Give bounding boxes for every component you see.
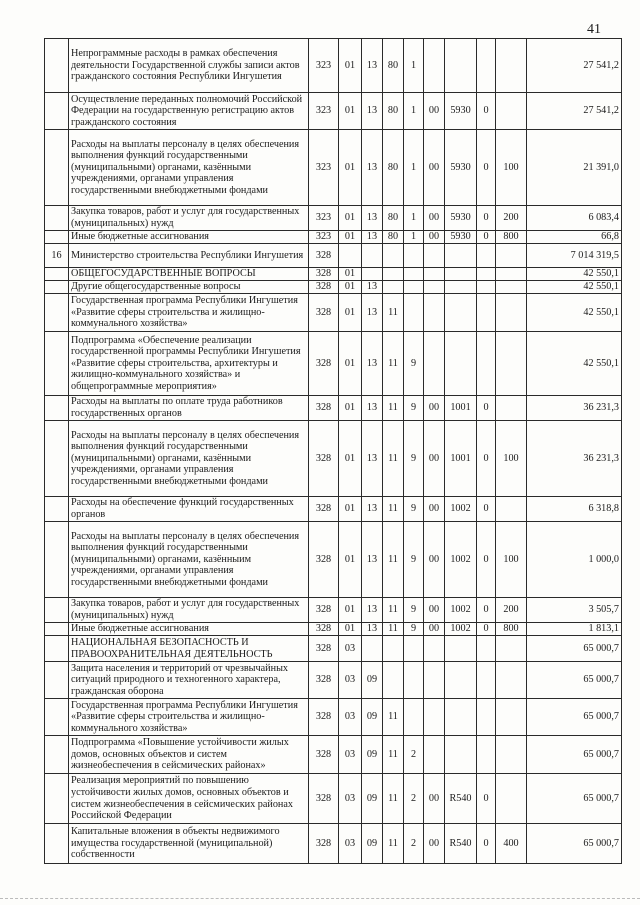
extra-code-cell: 0 [477, 598, 496, 623]
section-code-cell: 01 [339, 268, 362, 281]
subsection-code-cell [362, 268, 383, 281]
extra-code-cell [477, 294, 496, 332]
amount-cell: 66,8 [527, 231, 622, 244]
direction-code-cell [445, 332, 477, 396]
table-row [45, 421, 622, 497]
ministry-code-cell: 328 [309, 522, 339, 598]
amount-cell: 6 318,8 [527, 497, 622, 522]
subprogram-code-cell: 1 [404, 206, 424, 231]
ministry-code-cell: 328 [309, 421, 339, 497]
expense-type-code-cell [496, 699, 527, 736]
row-number-cell: 16 [45, 244, 69, 268]
table-row [45, 294, 622, 332]
subsection-code-cell: 13 [362, 623, 383, 636]
direction-code-cell: 1001 [445, 421, 477, 497]
extra-code-cell: 0 [477, 623, 496, 636]
amount-cell: 65 000,7 [527, 699, 622, 736]
row-number-cell [45, 774, 69, 824]
activity-code-cell: 00 [424, 497, 445, 522]
row-number-cell [45, 332, 69, 396]
ministry-code-cell: 328 [309, 662, 339, 699]
row-number-cell [45, 396, 69, 421]
expense-type-code-cell [496, 268, 527, 281]
subprogram-code-cell: 1 [404, 39, 424, 93]
subsection-code-cell: 13 [362, 231, 383, 244]
expense-type-code-cell [496, 396, 527, 421]
activity-code-cell: 00 [424, 824, 445, 864]
table-row [45, 332, 622, 396]
table-row [45, 396, 622, 421]
subprogram-code-cell [404, 294, 424, 332]
activity-code-cell: 00 [424, 623, 445, 636]
direction-code-cell [445, 268, 477, 281]
subprogram-code-cell [404, 662, 424, 699]
subprogram-code-cell [404, 281, 424, 294]
table-row [45, 699, 622, 736]
subsection-code-cell: 09 [362, 736, 383, 774]
section-code-cell: 01 [339, 281, 362, 294]
ministry-code-cell: 328 [309, 294, 339, 332]
subsection-code-cell: 09 [362, 699, 383, 736]
ministry-code-cell: 328 [309, 623, 339, 636]
activity-code-cell [424, 332, 445, 396]
program-code-cell: 11 [383, 396, 404, 421]
extra-code-cell [477, 244, 496, 268]
section-code-cell: 01 [339, 497, 362, 522]
subprogram-code-cell [404, 268, 424, 281]
direction-code-cell [445, 736, 477, 774]
amount-cell: 7 014 319,5 [527, 244, 622, 268]
activity-code-cell: 00 [424, 774, 445, 824]
subprogram-code-cell: 9 [404, 497, 424, 522]
ministry-code-cell: 328 [309, 396, 339, 421]
amount-cell: 42 550,1 [527, 332, 622, 396]
ministry-code-cell: 323 [309, 39, 339, 93]
row-number-cell [45, 294, 69, 332]
amount-cell: 1 813,1 [527, 623, 622, 636]
row-number-cell [45, 130, 69, 206]
table-row [45, 736, 622, 774]
extra-code-cell: 0 [477, 130, 496, 206]
amount-cell: 36 231,3 [527, 421, 622, 497]
subsection-code-cell: 13 [362, 522, 383, 598]
section-code-cell: 01 [339, 93, 362, 130]
ministry-code-cell: 328 [309, 598, 339, 623]
ministry-code-cell: 328 [309, 281, 339, 294]
program-code-cell: 11 [383, 497, 404, 522]
activity-code-cell: 00 [424, 130, 445, 206]
activity-code-cell [424, 281, 445, 294]
ministry-code-cell: 323 [309, 93, 339, 130]
activity-code-cell: 00 [424, 522, 445, 598]
program-code-cell: 80 [383, 206, 404, 231]
row-number-cell [45, 93, 69, 130]
expense-name-cell: НАЦИОНАЛЬНАЯ БЕЗОПАСНОСТЬ И ПРАВООХРАНИТЕЛЬНАЯ ДЕЯТЕЛЬНОСТЬ [69, 636, 309, 662]
section-code-cell: 01 [339, 130, 362, 206]
expense-name-cell: Иные бюджетные ассигнования [69, 623, 309, 636]
expense-type-code-cell: 100 [496, 130, 527, 206]
table-row [45, 774, 622, 824]
section-code-cell: 01 [339, 294, 362, 332]
ministry-code-cell: 323 [309, 231, 339, 244]
subprogram-code-cell [404, 699, 424, 736]
program-code-cell: 11 [383, 623, 404, 636]
table-row [45, 268, 622, 281]
extra-code-cell: 0 [477, 497, 496, 522]
ministry-code-cell: 328 [309, 497, 339, 522]
amount-cell: 42 550,1 [527, 281, 622, 294]
program-code-cell: 11 [383, 522, 404, 598]
subprogram-code-cell: 9 [404, 421, 424, 497]
amount-cell: 27 541,2 [527, 39, 622, 93]
expense-type-code-cell: 200 [496, 598, 527, 623]
section-code-cell: 01 [339, 39, 362, 93]
expense-name-cell: Закупка товаров, работ и услуг для государственных (муниципальных) нужд [69, 598, 309, 623]
expense-type-code-cell: 800 [496, 623, 527, 636]
subprogram-code-cell [404, 636, 424, 662]
ministry-code-cell: 328 [309, 244, 339, 268]
section-code-cell [339, 244, 362, 268]
table-row [45, 662, 622, 699]
row-number-cell [45, 522, 69, 598]
extra-code-cell: 0 [477, 824, 496, 864]
expense-name-cell: Государственная программа Республики Ингушетия «Развитие сферы строительства и жилищно-коммунального хозяйства» [69, 294, 309, 332]
direction-code-cell: 5930 [445, 231, 477, 244]
ministry-code-cell: 328 [309, 636, 339, 662]
section-code-cell: 01 [339, 522, 362, 598]
expense-name-cell: Реализация мероприятий по повышению устойчивости жилых домов, основных объектов и систем жизнеобеспечения в сейсмических районах Российской Федерации [69, 774, 309, 824]
extra-code-cell: 0 [477, 396, 496, 421]
row-number-cell [45, 824, 69, 864]
row-number-cell [45, 497, 69, 522]
table-row [45, 824, 622, 864]
direction-code-cell: 5930 [445, 93, 477, 130]
program-code-cell: 80 [383, 130, 404, 206]
section-code-cell: 03 [339, 636, 362, 662]
table-row [45, 636, 622, 662]
amount-cell: 65 000,7 [527, 774, 622, 824]
section-code-cell: 01 [339, 623, 362, 636]
activity-code-cell: 00 [424, 93, 445, 130]
expense-name-cell: Министерство строительства Республики Ингушетия [69, 244, 309, 268]
amount-cell: 42 550,1 [527, 268, 622, 281]
ministry-code-cell: 328 [309, 736, 339, 774]
expense-name-cell: Осуществление переданных полномочий Российской Федерации на государственную регистрацию актов гражданского состояния [69, 93, 309, 130]
extra-code-cell [477, 636, 496, 662]
row-number-cell [45, 598, 69, 623]
amount-cell: 36 231,3 [527, 396, 622, 421]
extra-code-cell: 0 [477, 206, 496, 231]
extra-code-cell: 0 [477, 774, 496, 824]
direction-code-cell [445, 636, 477, 662]
program-code-cell: 11 [383, 736, 404, 774]
expense-type-code-cell [496, 281, 527, 294]
subprogram-code-cell: 9 [404, 623, 424, 636]
activity-code-cell: 00 [424, 421, 445, 497]
expense-name-cell: Непрограммные расходы в рамках обеспечения деятельности Государственной службы записи актов гражданского состояния Республики Ингушетия [69, 39, 309, 93]
activity-code-cell [424, 39, 445, 93]
direction-code-cell: 1002 [445, 522, 477, 598]
direction-code-cell [445, 294, 477, 332]
table-row [45, 93, 622, 130]
section-code-cell: 03 [339, 699, 362, 736]
extra-code-cell [477, 39, 496, 93]
subsection-code-cell: 13 [362, 598, 383, 623]
table-row [45, 244, 622, 268]
amount-cell: 3 505,7 [527, 598, 622, 623]
program-code-cell: 11 [383, 421, 404, 497]
expense-type-code-cell [496, 332, 527, 396]
direction-code-cell: R540 [445, 774, 477, 824]
ministry-code-cell: 328 [309, 699, 339, 736]
activity-code-cell: 00 [424, 396, 445, 421]
subsection-code-cell: 13 [362, 281, 383, 294]
direction-code-cell: 5930 [445, 206, 477, 231]
program-code-cell: 11 [383, 332, 404, 396]
expense-type-code-cell [496, 497, 527, 522]
table-row [45, 623, 622, 636]
subsection-code-cell: 13 [362, 130, 383, 206]
program-code-cell: 80 [383, 39, 404, 93]
program-code-cell: 11 [383, 774, 404, 824]
program-code-cell: 11 [383, 699, 404, 736]
subsection-code-cell: 13 [362, 332, 383, 396]
activity-code-cell [424, 268, 445, 281]
activity-code-cell [424, 736, 445, 774]
program-code-cell [383, 268, 404, 281]
activity-code-cell: 00 [424, 231, 445, 244]
amount-cell: 27 541,2 [527, 93, 622, 130]
expense-name-cell: Расходы на выплаты персоналу в целях обеспечения выполнения функций государственными (муниципальными) органами, казённыим учреждениями, органами управления государственными внебюджетными фондами [69, 522, 309, 598]
direction-code-cell [445, 39, 477, 93]
subprogram-code-cell: 1 [404, 93, 424, 130]
program-code-cell [383, 244, 404, 268]
direction-code-cell [445, 281, 477, 294]
subprogram-code-cell: 9 [404, 396, 424, 421]
expense-type-code-cell [496, 39, 527, 93]
expense-name-cell: Закупка товаров, работ и услуг для государственных (муниципальных) нужд [69, 206, 309, 231]
table-row [45, 206, 622, 231]
table-row [45, 522, 622, 598]
direction-code-cell [445, 244, 477, 268]
subprogram-code-cell: 2 [404, 824, 424, 864]
subsection-code-cell [362, 244, 383, 268]
subprogram-code-cell: 9 [404, 522, 424, 598]
subsection-code-cell: 13 [362, 93, 383, 130]
expense-name-cell: Расходы на обеспечение функций государственных органов [69, 497, 309, 522]
amount-cell: 6 083,4 [527, 206, 622, 231]
row-number-cell [45, 268, 69, 281]
section-code-cell: 03 [339, 774, 362, 824]
program-code-cell: 80 [383, 231, 404, 244]
table-row [45, 281, 622, 294]
table-row [45, 39, 622, 93]
ministry-code-cell: 323 [309, 130, 339, 206]
extra-code-cell [477, 332, 496, 396]
direction-code-cell: 5930 [445, 130, 477, 206]
subsection-code-cell: 09 [362, 662, 383, 699]
section-code-cell: 01 [339, 598, 362, 623]
expense-type-code-cell: 400 [496, 824, 527, 864]
subprogram-code-cell [404, 244, 424, 268]
extra-code-cell: 0 [477, 421, 496, 497]
row-number-cell [45, 623, 69, 636]
subsection-code-cell: 13 [362, 497, 383, 522]
extra-code-cell [477, 281, 496, 294]
section-code-cell: 01 [339, 231, 362, 244]
table-body [45, 39, 622, 864]
expense-name-cell: Защита населения и территорий от чрезвычайных ситуаций природного и техногенного характера, гражданская оборона [69, 662, 309, 699]
amount-cell: 1 000,0 [527, 522, 622, 598]
subsection-code-cell: 09 [362, 824, 383, 864]
table-row [45, 598, 622, 623]
subprogram-code-cell: 9 [404, 598, 424, 623]
program-code-cell: 11 [383, 824, 404, 864]
expense-type-code-cell [496, 774, 527, 824]
activity-code-cell: 00 [424, 598, 445, 623]
ministry-code-cell: 328 [309, 824, 339, 864]
row-number-cell [45, 662, 69, 699]
table-row [45, 497, 622, 522]
amount-cell: 65 000,7 [527, 636, 622, 662]
subprogram-code-cell: 9 [404, 332, 424, 396]
amount-cell: 65 000,7 [527, 736, 622, 774]
expense-type-code-cell [496, 294, 527, 332]
expense-type-code-cell [496, 736, 527, 774]
row-number-cell [45, 281, 69, 294]
section-code-cell: 03 [339, 824, 362, 864]
subsection-code-cell [362, 636, 383, 662]
expense-name-cell: ОБЩЕГОСУДАРСТВЕННЫЕ ВОПРОСЫ [69, 268, 309, 281]
direction-code-cell: 1001 [445, 396, 477, 421]
program-code-cell [383, 636, 404, 662]
direction-code-cell: 1002 [445, 497, 477, 522]
subsection-code-cell: 09 [362, 774, 383, 824]
expense-type-code-cell: 100 [496, 421, 527, 497]
section-code-cell: 01 [339, 206, 362, 231]
direction-code-cell [445, 662, 477, 699]
row-number-cell [45, 636, 69, 662]
program-code-cell [383, 281, 404, 294]
program-code-cell [383, 662, 404, 699]
expense-name-cell: Подпрограмма «Обеспечение реализации государственной программы Республики Ингушетия «Развитие сферы строительства, архитектуры и жилищно-коммунального хозяйства» и общепрограммные мероприятия» [69, 332, 309, 396]
extra-code-cell: 0 [477, 93, 496, 130]
direction-code-cell: 1002 [445, 623, 477, 636]
ministry-code-cell: 328 [309, 332, 339, 396]
subsection-code-cell: 13 [362, 294, 383, 332]
activity-code-cell: 00 [424, 206, 445, 231]
row-number-cell [45, 421, 69, 497]
expense-type-code-cell [496, 662, 527, 699]
expense-name-cell: Иные бюджетные ассигнования [69, 231, 309, 244]
extra-code-cell [477, 268, 496, 281]
expense-type-code-cell [496, 244, 527, 268]
expense-type-code-cell: 800 [496, 231, 527, 244]
subprogram-code-cell: 2 [404, 736, 424, 774]
expense-name-cell: Подпрограмма «Повышение устойчивости жилых домов, основных объектов и систем жизнеобеспечения в сейсмических районах» [69, 736, 309, 774]
subsection-code-cell: 13 [362, 396, 383, 421]
direction-code-cell: R540 [445, 824, 477, 864]
program-code-cell: 11 [383, 598, 404, 623]
page-number: 41 [587, 22, 601, 37]
expense-type-code-cell: 200 [496, 206, 527, 231]
expense-name-cell: Государственная программа Республики Ингушетия «Развитие сферы строительства и жилищно-коммунального хозяйства» [69, 699, 309, 736]
expense-type-code-cell: 100 [496, 522, 527, 598]
table-row [45, 130, 622, 206]
section-code-cell: 01 [339, 421, 362, 497]
ministry-code-cell: 328 [309, 774, 339, 824]
budget-table [44, 38, 622, 864]
page-bottom-edge [0, 898, 640, 900]
subprogram-code-cell: 1 [404, 130, 424, 206]
subsection-code-cell: 13 [362, 421, 383, 497]
row-number-cell [45, 231, 69, 244]
expense-type-code-cell [496, 636, 527, 662]
section-code-cell: 01 [339, 396, 362, 421]
row-number-cell [45, 736, 69, 774]
ministry-code-cell: 328 [309, 268, 339, 281]
activity-code-cell [424, 636, 445, 662]
subprogram-code-cell: 1 [404, 231, 424, 244]
subprogram-code-cell: 2 [404, 774, 424, 824]
expense-name-cell: Расходы на выплаты персоналу в целях обеспечения выполнения функций государственными (муниципальными) органами, казёнными учреждениями, органами управления государственными внебюджетными фондами [69, 421, 309, 497]
section-code-cell: 03 [339, 662, 362, 699]
amount-cell: 65 000,7 [527, 662, 622, 699]
extra-code-cell [477, 699, 496, 736]
subsection-code-cell: 13 [362, 39, 383, 93]
extra-code-cell [477, 736, 496, 774]
activity-code-cell [424, 244, 445, 268]
subsection-code-cell: 13 [362, 206, 383, 231]
extra-code-cell [477, 662, 496, 699]
expense-type-code-cell [496, 93, 527, 130]
direction-code-cell: 1002 [445, 598, 477, 623]
expense-name-cell: Капитальные вложения в объекты недвижимого имущества государственной (муниципальной) собственности [69, 824, 309, 864]
section-code-cell: 01 [339, 332, 362, 396]
activity-code-cell [424, 294, 445, 332]
expense-name-cell: Расходы на выплаты по оплате труда работников государственных органов [69, 396, 309, 421]
extra-code-cell: 0 [477, 522, 496, 598]
program-code-cell: 11 [383, 294, 404, 332]
extra-code-cell: 0 [477, 231, 496, 244]
direction-code-cell [445, 699, 477, 736]
row-number-cell [45, 699, 69, 736]
table-row [45, 231, 622, 244]
ministry-code-cell: 323 [309, 206, 339, 231]
program-code-cell: 80 [383, 93, 404, 130]
activity-code-cell [424, 662, 445, 699]
activity-code-cell [424, 699, 445, 736]
amount-cell: 42 550,1 [527, 294, 622, 332]
row-number-cell [45, 206, 69, 231]
expense-name-cell: Другие общегосударственные вопросы [69, 281, 309, 294]
row-number-cell [45, 39, 69, 93]
expense-name-cell: Расходы на выплаты персоналу в целях обеспечения выполнения функций государственными (муниципальными) органами, казёнными учреждениями, органами управления государственными внебюджетными фондами [69, 130, 309, 206]
section-code-cell: 03 [339, 736, 362, 774]
amount-cell: 21 391,0 [527, 130, 622, 206]
amount-cell: 65 000,7 [527, 824, 622, 864]
